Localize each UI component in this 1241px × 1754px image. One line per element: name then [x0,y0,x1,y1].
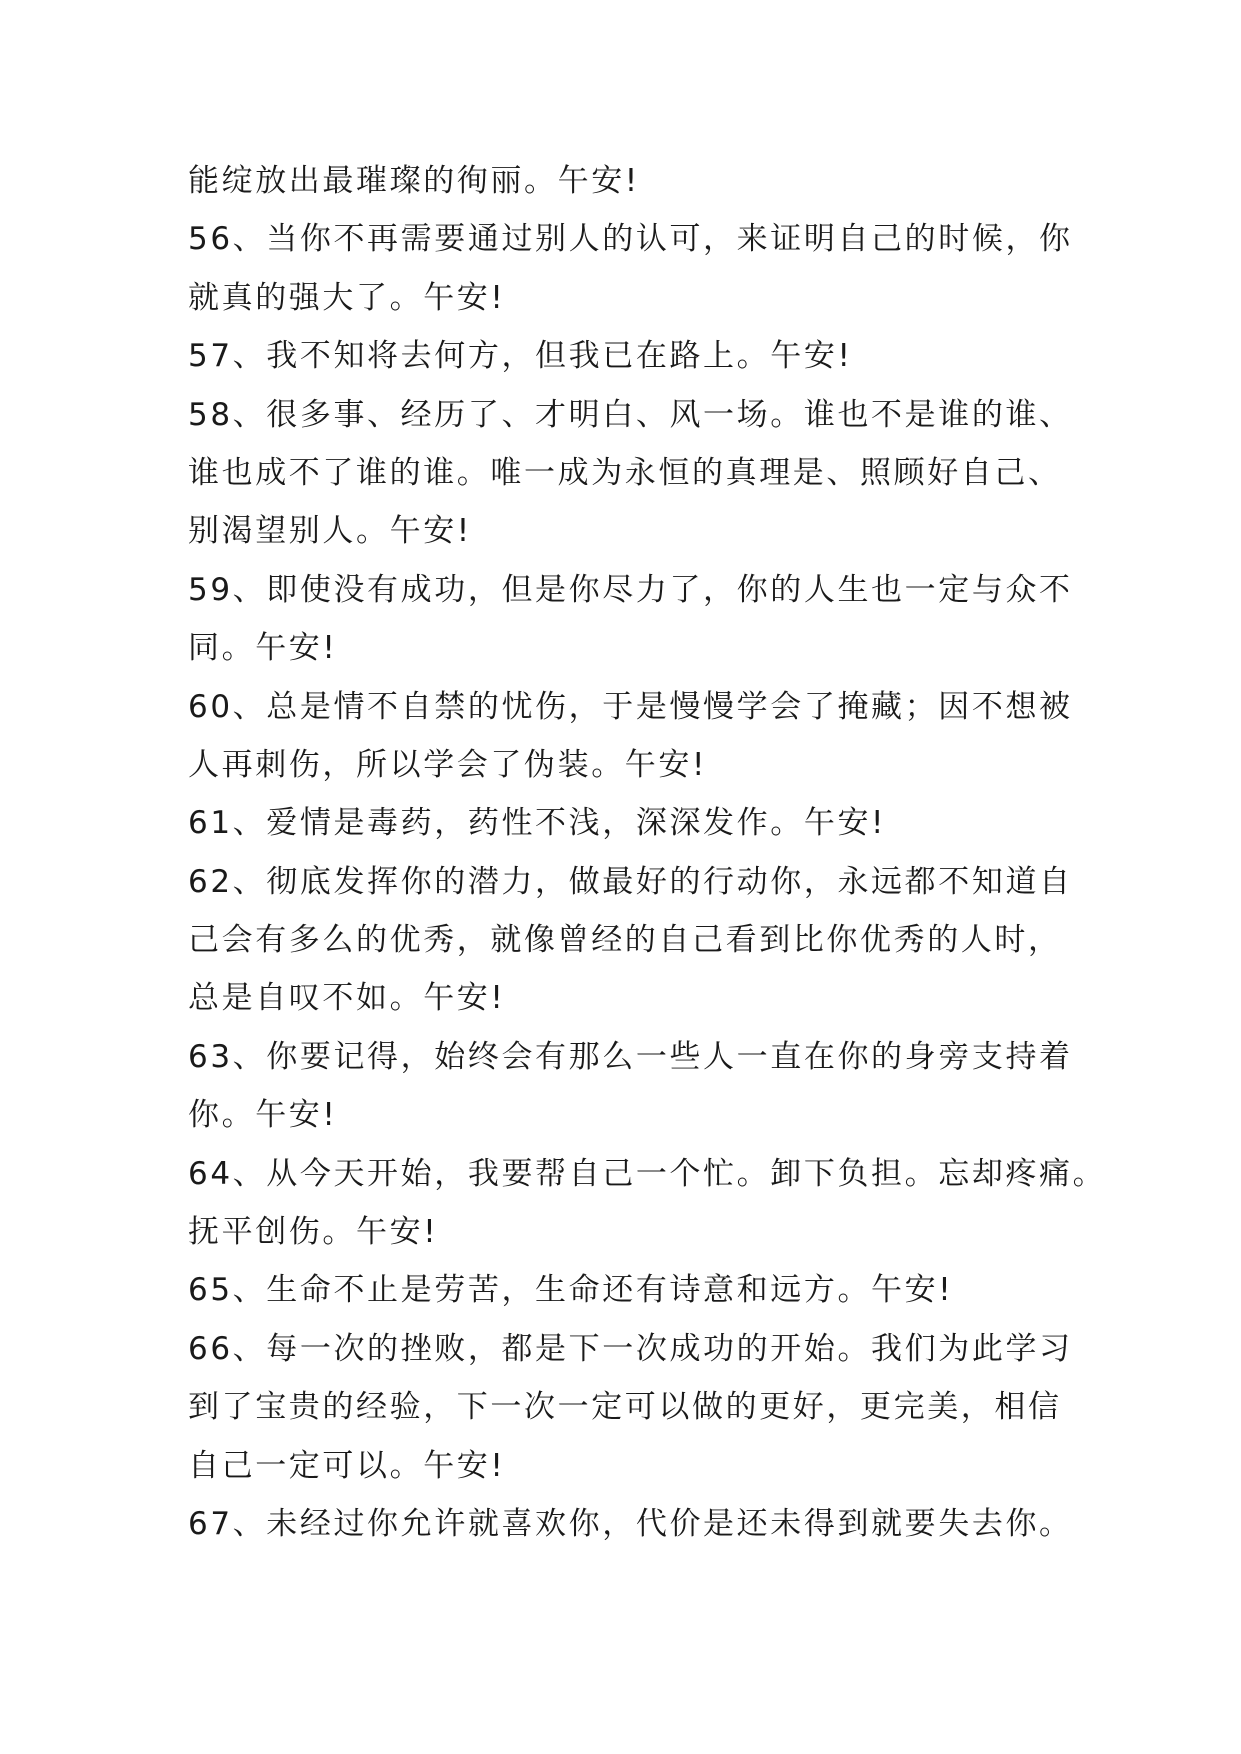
text-line: 59、即使没有成功，但是你尽力了，你的人生也一定与众不 [188,571,1073,608]
text-line: 总是自叹不如。午安! [188,980,506,1017]
text-line: 谁也成不了谁的谁。唯一成为永恒的真理是、照顾好自己、 [188,454,1062,491]
text-line: 62、彻底发挥你的潜力，做最好的行动你，永远都不知道自 [188,863,1073,900]
text-line: 65、生命不止是劳苦，生命还有诗意和远方。午安! [188,1272,954,1309]
text-line: 己会有多么的优秀，就像曾经的自己看到比你优秀的人时， [188,922,1062,959]
text-line: 63、你要记得，始终会有那么一些人一直在你的身旁支持着 [188,1038,1073,1075]
text-line: 到了宝贵的经验，下一次一定可以做的更好，更完美，相信 [188,1389,1062,1426]
text-line: 61、爱情是毒药，药性不浅，深深发作。午安! [188,805,887,842]
text-line: 就真的强大了。午安! [188,279,506,316]
text-line: 56、当你不再需要通过别人的认可，来证明自己的时候，你 [188,221,1073,258]
document-body [188,152,1107,1553]
text-line: 你。午安! [188,1097,338,1134]
text-line: 64、从今天开始，我要帮自己一个忙。卸下负担。忘却疼痛。 [188,1155,1107,1192]
text-line: 同。午安! [188,630,338,667]
text-line: 别渴望别人。午安! [188,513,472,550]
text-line: 抚平创伤。午安! [188,1214,439,1251]
text-line: 66、每一次的挫败，都是下一次成功的开始。我们为此学习 [188,1330,1073,1367]
text-line: 60、总是情不自禁的忧伤，于是慢慢学会了掩藏；因不想被 [188,688,1073,725]
text-line: 58、很多事、经历了、才明白、风一场。谁也不是谁的谁、 [188,396,1073,433]
text-line: 人再刺伤，所以学会了伪装。午安! [188,746,708,783]
text-line: 67、未经过你允许就喜欢你，代价是还未得到就要失去你。 [188,1505,1073,1542]
text-line: 能绽放出最璀璨的徇丽。午安! [188,163,640,199]
text-line: 自己一定可以。午安! [188,1447,506,1484]
text-line: 57、我不知将去何方，但我已在路上。午安! [188,338,853,375]
